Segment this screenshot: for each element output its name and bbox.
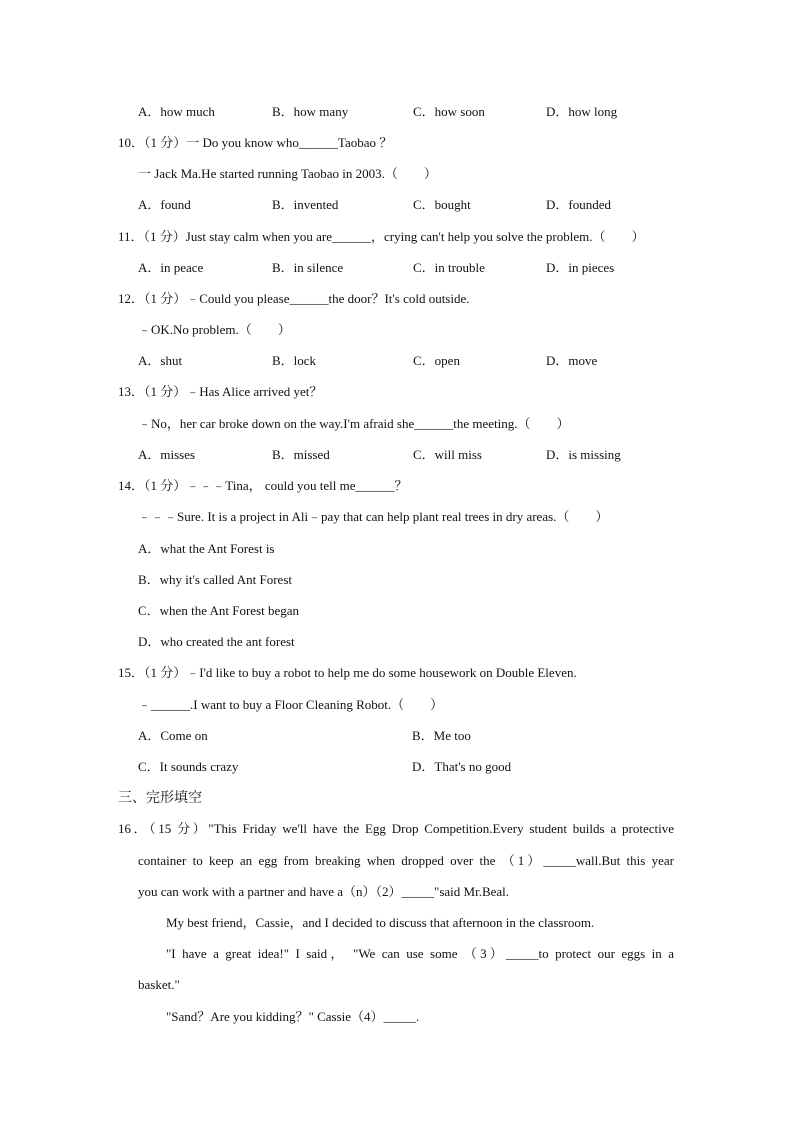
q16-line-7: "Sand？Are you kidding？" Cassie（4）_____. [166, 1009, 420, 1024]
q12-option-b: B．lock [272, 353, 317, 368]
q9-option-a: A．how much [138, 104, 215, 119]
q14-line2: ﹣﹣﹣Sure. It is a project in Ali﹣pay that can help plant real trees in dry areas.（ ） [138, 509, 609, 524]
q12-option-c: C．open [413, 353, 460, 368]
q16-line-1: 16．（15 分）"This Friday we'll have the Egg Drop Competition.Every student builds a protective [118, 821, 674, 836]
q12-option-a: A．shut [138, 353, 183, 368]
q16-line-4: My best friend，Cassie，and I decided to discuss that afternoon in the classroom. [166, 915, 595, 930]
q16-line-3: you can work with a partner and have a（n）（2）_____"said Mr.Beal. [138, 884, 510, 899]
q12-line2: ﹣OK.No problem.（ ） [138, 322, 291, 337]
q14-stem: 14．（1 分）﹣﹣﹣Tina， could you tell me______？ [118, 478, 408, 493]
q16-line-6: basket." [138, 977, 180, 992]
q14-option-c: C．when the Ant Forest began [138, 603, 300, 618]
q14-option-a: A．what the Ant Forest is [138, 541, 275, 556]
q11-option-b: B．in silence [272, 260, 344, 275]
q10-stem: 10．（1 分）一 Do you know who______Taobao ？ [118, 135, 393, 150]
q10-option-a: A．found [138, 197, 191, 212]
q14-option-d: D．who created the ant forest [138, 634, 295, 649]
q13-option-d: D．is missing [546, 447, 621, 462]
q15-option-b: B．Me too [412, 728, 471, 743]
q16-line-5: "I have a great idea!" I said， "We can use some （3）_____to protect our eggs in a [166, 946, 674, 961]
q15-option-a: A．Come on [138, 728, 208, 743]
q11-option-d: D．in pieces [546, 260, 615, 275]
q12-stem: 12．（1 分）﹣Could you please______the door？It's cold outside. [118, 291, 470, 306]
q14-option-b: B．why it's called Ant Forest [138, 572, 293, 587]
q11-option-a: A．in peace [138, 260, 204, 275]
q13-option-a: A．misses [138, 447, 196, 462]
q11-option-c: C．in trouble [413, 260, 485, 275]
section-heading-cloze: 三、完形填空 [118, 790, 202, 806]
q10-option-b: B．invented [272, 197, 339, 212]
q13-option-c: C．will miss [413, 447, 482, 462]
q13-stem: 13．（1 分）﹣Has Alice arrived yet？ [118, 384, 323, 399]
q13-line2: ﹣No，her car broke down on the way.I'm afraid she______the meeting.（ ） [138, 416, 570, 431]
q11-stem: 11．（1 分）Just stay calm when you are______，crying can't help you solve the problem.（ ） [118, 229, 645, 244]
q9-option-c: C．how soon [413, 104, 485, 119]
q9-option-b: B．how many [272, 104, 349, 119]
q15-option-d: D．That's no good [412, 759, 512, 774]
q15-option-c: C．It sounds crazy [138, 759, 239, 774]
q10-option-c: C．bought [413, 197, 471, 212]
q15-stem: 15．（1 分）﹣I'd like to buy a robot to help me do some housework on Double Eleven. [118, 665, 577, 680]
q16-line-2: container to keep an egg from breaking when dropped over the （1）_____wall.But this year [138, 853, 674, 868]
q13-option-b: B．missed [272, 447, 330, 462]
q10-line2: 一 Jack Ma.He started running Taobao in 2003.（ ） [138, 166, 437, 181]
q12-option-d: D．move [546, 353, 598, 368]
q15-line2: ﹣______.I want to buy a Floor Cleaning Robot.（ ） [138, 697, 444, 712]
q10-option-d: D．founded [546, 197, 611, 212]
q9-option-d: D．how long [546, 104, 618, 119]
